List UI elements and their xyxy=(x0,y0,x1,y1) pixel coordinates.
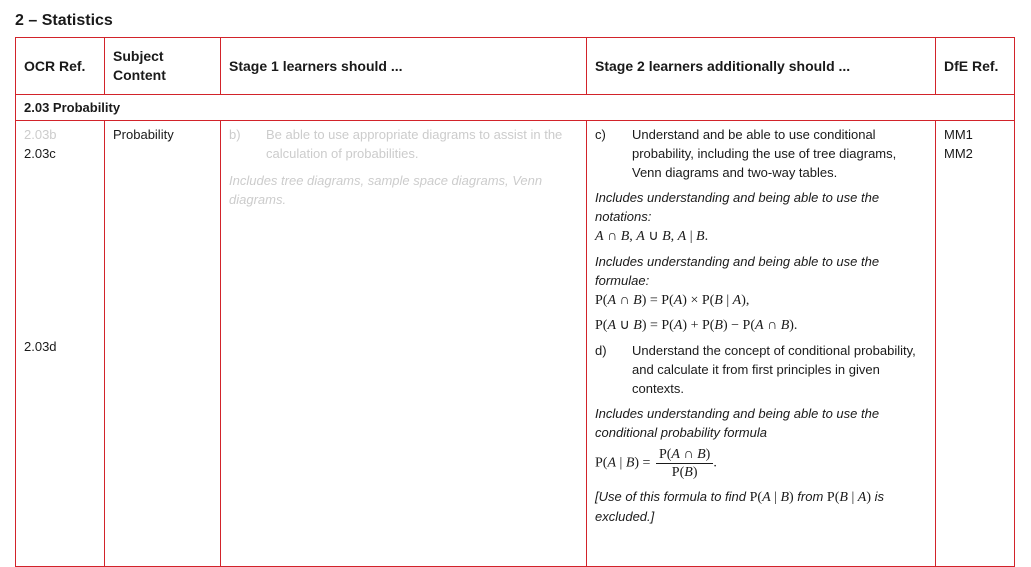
excl-mid: from xyxy=(793,489,827,504)
header-subject-content: Subject Content xyxy=(105,38,221,95)
section-title: 2 – Statistics xyxy=(15,12,113,29)
ocr-ref-cell xyxy=(16,121,105,567)
excl-pre: [Use of this formula to find xyxy=(595,489,750,504)
stage2-text-d: Understand the concept of conditional probability, and calculate it from first principles in given contexts. xyxy=(632,343,916,396)
header-stage2: Stage 2 learners additionally should ... xyxy=(587,38,936,95)
specification-table xyxy=(15,37,1015,567)
math-formula-intersection: P(A ∩ B) = P(A) × P(B | A), xyxy=(595,293,750,308)
ref-faded: 2.03b xyxy=(24,127,57,142)
math-p-b-given-a: P(B | A) xyxy=(826,490,871,505)
stage1-text: Be able to use appropriate diagrams to assist in the calculation of probabilities. xyxy=(266,127,563,161)
math-conditional-formula: P(A | B) = $\frac{P(A \cap B)}{P(B)}$ . xyxy=(595,447,717,480)
stage1-letter: b) xyxy=(229,127,241,142)
note-exclusion xyxy=(595,487,927,526)
header-stage1: Stage 1 learners should ... xyxy=(221,38,587,95)
subsection-title: 2.03 Probability xyxy=(16,95,1015,121)
subject-content-cell: Probability xyxy=(105,121,221,567)
header-ocr-ref: OCR Ref. xyxy=(16,38,105,95)
stage2-letter-c: c) xyxy=(595,127,606,142)
header-row xyxy=(16,38,1015,95)
stage2-text-c: Understand and be able to use conditional probability, including the use of tree diagrams, Venn diagrams and two-way tables. xyxy=(632,127,897,180)
stage2-item-c xyxy=(595,125,927,182)
stage2-cell xyxy=(587,121,936,567)
math-notations: A ∩ B, A ∪ B, A | B. xyxy=(595,229,709,244)
header-dfe-ref: DfE Ref. xyxy=(936,38,1015,95)
stage2-letter-d: d) xyxy=(595,343,607,358)
math-formula-union: P(A ∪ B) = P(A) + P(B) − P(A ∩ B). xyxy=(595,318,798,333)
dfe-ref-cell xyxy=(936,121,1015,567)
ref-203d: 2.03d xyxy=(24,339,57,354)
stage1-cell xyxy=(221,121,587,567)
stage1-note: Includes tree diagrams, sample space diagrams, Venn diagrams. xyxy=(229,173,543,207)
note-notations: Includes understanding and being able to use the notations: xyxy=(595,190,880,224)
stage2-item-d xyxy=(595,341,927,398)
content-row xyxy=(16,121,1015,567)
math-p-a-given-b: P(A | B) xyxy=(749,490,794,505)
excl-post: is excluded.] xyxy=(595,489,884,524)
ref-203c: 2.03c xyxy=(24,146,56,161)
note-conditional: Includes understanding and being able to use the conditional probability formula xyxy=(595,406,880,440)
note-formulae: Includes understanding and being able to use the formulae: xyxy=(595,254,880,288)
dfe-mm2: MM2 xyxy=(944,146,973,161)
stage1-item-b xyxy=(229,125,578,163)
subsection-row xyxy=(16,95,1015,121)
dfe-mm1: MM1 xyxy=(944,127,973,142)
